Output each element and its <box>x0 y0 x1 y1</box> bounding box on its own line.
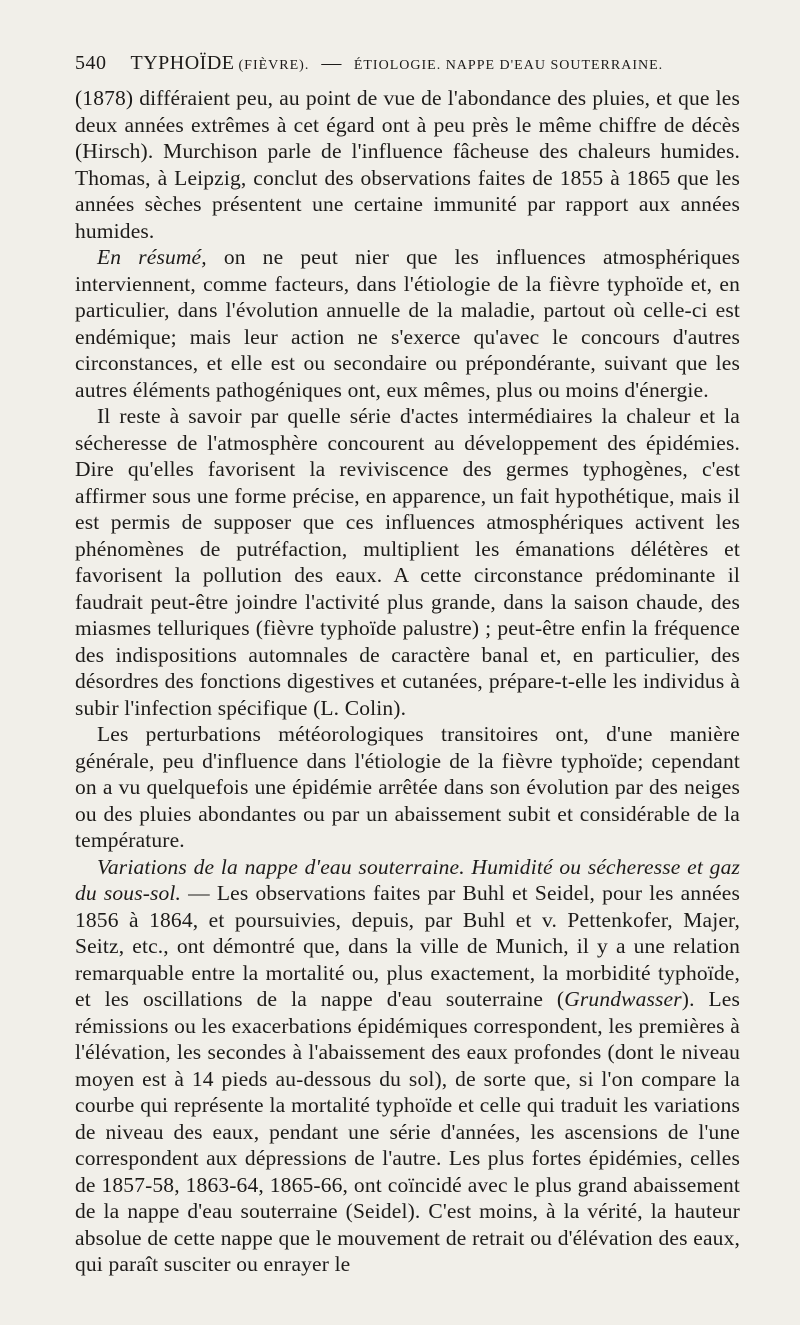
header-section: ÉTIOLOGIE. NAPPE D'EAU SOUTERRAINE. <box>353 58 664 73</box>
paragraph-lead: En résumé, <box>97 245 207 269</box>
page-number: 540 <box>75 52 107 74</box>
paragraph-1: (1878) différaient peu, au point de vue de l'abondance des pluies, et que les deux années extrêmes à cet égard ont à peu près le même chiffre de décès (Hirsch). Murchison parle de l'influence fâcheuse des chaleurs humides. Thomas, à Leipzig, conclut des observations faites de 1855 à 1865 que les années sèches présentent une certaine immunité par rapport aux années humides. <box>75 86 740 243</box>
header-title: TYPHOÏDE <box>130 52 235 74</box>
body-text <box>75 85 740 1278</box>
header-title-qualifier: (FIÈVRE). <box>238 58 310 73</box>
paragraph-2: En résumé, on ne peut nier que les influences atmosphériques interviennent, comme facteurs, dans l'étiologie de la fièvre typhoïde et, en particulier, dans l'évolution annuelle de la maladie, partout où celle-ci est endémique; mais leur action ne s'exerce qu'avec le concours d'autres circonstances, et elle est ou secondaire ou prépondérante, suivant que les autres éléments pathogéniques ont, eux mêmes, plus ou moins d'énergie. <box>75 245 740 402</box>
paragraph-4: Les perturbations météorologiques transitoires ont, d'une manière générale, peu d'influence dans l'étiologie de la fièvre typhoïde; cependant on a vu quelquefois une épidémie arrêtée dans son évolution par des neiges ou des pluies abondantes ou par un abaissement subit et considérable de la température. <box>75 722 740 852</box>
paragraph-5: Variations de la nappe d'eau souterraine. Humidité ou sécheresse et gaz du sous-sol. — Les observations faites par Buhl et Seidel, pour les années 1856 à 1864, et poursuivies, depuis, par Buhl et v. Pettenkofer, Majer, Seitz, etc., ont démontré que, dans la ville de Munich, il y a une relation remarquable entre la mortalité ou, plus exactement, la morbidité typhoïde, et les oscillations de la nappe d'eau souterraine (Grundwasser). Les rémissions ou les exacerbations épidémiques correspondent, les premières à l'élévation, les secondes à l'abaissement des eaux profondes (dont le niveau moyen est à 14 pieds au-dessous du sol), de sorte que, si l'on compare la courbe qui représente la mortalité typhoïde et celle qui traduit les variations de niveau des eaux, pendant une série d'années, les ascensions de l'une correspondent aux dépressions de l'autre. Les plus fortes épidémies, celles de 1857-58, 1863-64, 1865-66, ont coïncidé avec le plus grand abaissement de la nappe d'eau souterraine (Seidel). C'est moins, à la vérité, la hauteur absolue de cette nappe que le mouvement de retrait ou d'élévation des eaux, qui paraît susciter ou enrayer le <box>75 854 740 1276</box>
section-heading: Variations de la nappe d'eau souterraine. Humidité ou sécheresse et gaz du sous-sol. <box>75 854 740 905</box>
inline-term: Grundwasser <box>564 987 682 1011</box>
paragraph-3: Il reste à savoir par quelle série d'actes intermédiaires la chaleur et la sécheresse de l'atmosphère concourent au développement des épidémies. Dire qu'elles favorisent la reviviscence des germes typhogènes, c'est affirmer sous une forme précise, en apparence, un fait hypothétique, mais il est permis de supposer que ces influences atmosphériques activent les phénomènes de putréfaction, multiplient les émanations délétères et favorisent la pollution des eaux. A cette circonstance prédominante il faudrait peut-être joindre l'activité plus grande, dans la saison chaude, des miasmes telluriques (fièvre typhoïde palustre) ; peut-être enfin la fréquence des indispositions automnales de caractère banal et, en particulier, des désordres des fonctions digestives et cutanées, prépare-t-elle les individus à subir l'infection spécifique (L. Colin). <box>75 404 740 720</box>
running-header <box>75 52 740 75</box>
header-separator: — <box>321 52 342 74</box>
